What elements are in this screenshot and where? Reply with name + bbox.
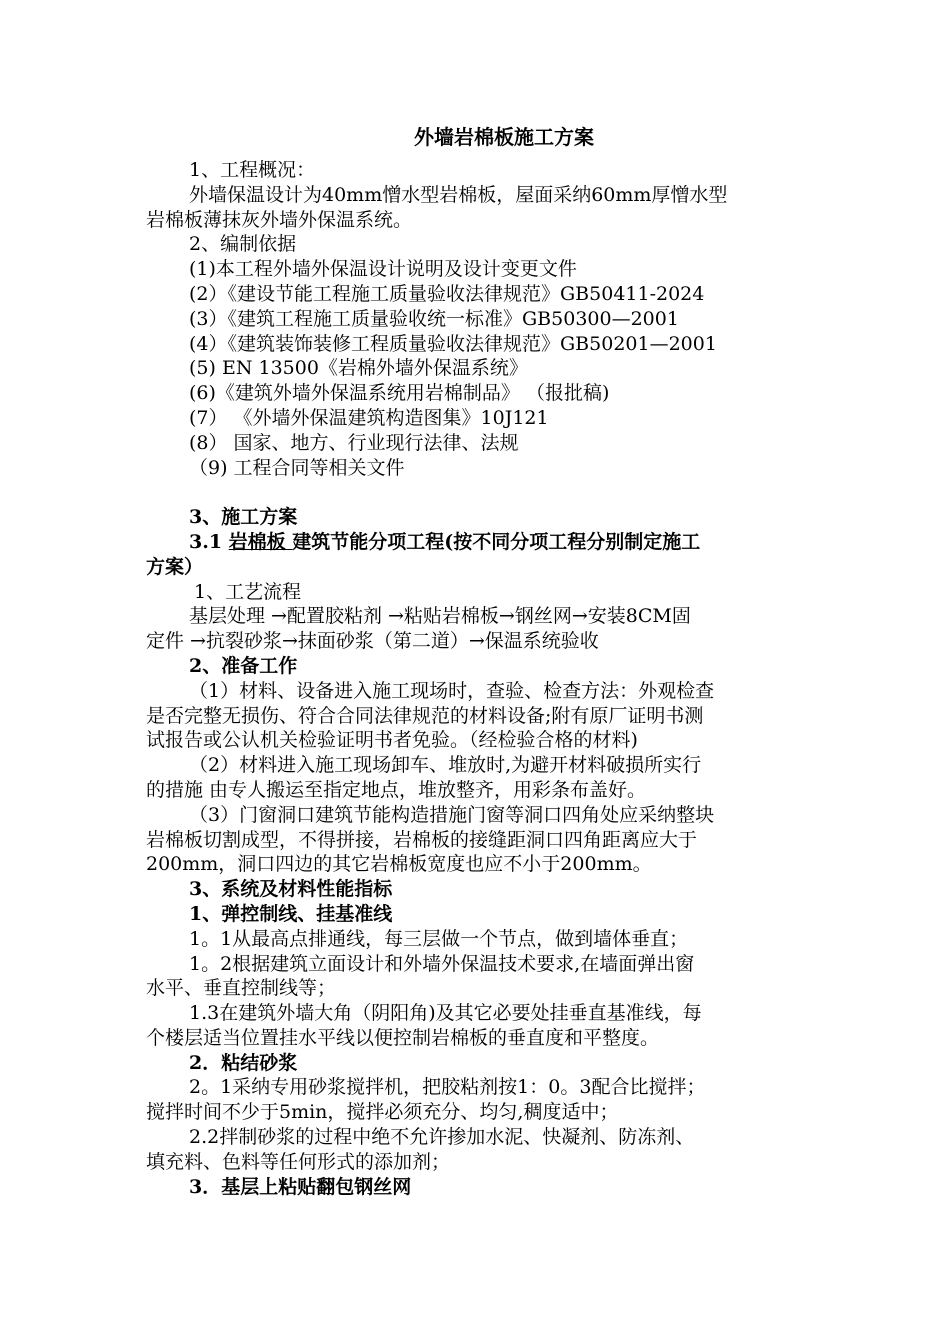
paragraph-line: 试报告或公认机关检验证明书者免验。（经检验合格的材料) <box>146 729 638 752</box>
subsection-underlined-term: 岩棉板 <box>228 530 293 553</box>
reference-item: (7） 《外墙外保温建筑构造图集》10J121 <box>189 406 549 429</box>
paragraph-line: 搅拌时间不少于5min，搅拌必须充分、均匀,稠度适中； <box>146 1101 619 1124</box>
system-heading: 3、系统及材料性能指标 <box>189 878 393 901</box>
reference-item: (8） 国家、地方、行业现行法律、法规 <box>189 431 519 454</box>
paragraph-line: （2）材料进入施工现场卸车、堆放时,为避开材料破损所实行 <box>189 754 702 777</box>
reference-item: (3）《建筑工程施工质量验收统一标准》GB50300—2001 <box>189 307 679 330</box>
reference-item: (1)本工程外墙外保温设计说明及设计变更文件 <box>189 258 577 281</box>
reference-item: (5) EN 13500《岩棉外墙外保温系统》 <box>189 357 528 380</box>
paragraph-line: 200mm，洞口四边的其它岩棉板宽度也应不小于200mm。 <box>146 853 652 876</box>
paragraph-line: 2。1采纳专用砂浆搅拌机，把胶粘剂按1：0。3配合比搅拌； <box>189 1076 706 1099</box>
reference-item: (2）《建设节能工程施工质量验收法律规范》GB50411-2024 <box>189 282 705 305</box>
subsection-heading-cont: 方案） <box>146 555 204 578</box>
paragraph-line: 的措施 由专人搬运至指定地点，堆放整齐，用彩条布盖好。 <box>146 778 647 801</box>
paragraph-line: 1。2根据建筑立面设计和外墙外保温技术要求,在墙面弹出窗 <box>189 952 695 975</box>
paragraph-line: 个楼层适当位置挂水平线以便控制岩棉板的垂直度和平整度。 <box>146 1026 660 1049</box>
paragraph-line: 1。1从最高点排通线，每三层做一个节点，做到墙体垂直； <box>189 927 689 950</box>
paragraph-line: 定件 →抗裂砂浆→抹面砂浆（第二道）→保温系统验收 <box>146 630 599 653</box>
mortar-heading: 2．粘结砂浆 <box>189 1051 298 1074</box>
paragraph-line: 是否完整无损伤、符合合同法律规范的材料设备;附有原厂证明书测 <box>146 704 704 727</box>
section1-heading: 1、工程概况： <box>189 159 316 181</box>
mesh-heading: 3．基层上粘贴翻包钢丝网 <box>189 1175 412 1198</box>
document-title: 外墙岩棉板施工方案 <box>414 125 594 149</box>
subsection-title: 建筑节能分项工程(按不同分项工程分别制定施工 <box>292 530 701 553</box>
paragraph-line: 岩棉板切割成型，不得拼接，岩棉板的接缝距洞口四角距离应大于 <box>146 828 698 851</box>
subsection-heading <box>146 530 806 555</box>
flow-heading: 1、工艺流程 <box>194 580 302 603</box>
paragraph-line: 水平、垂直控制线等； <box>146 977 337 1000</box>
reference-item: (6)《建筑外墙外保温系统用岩棉制品》 （报批稿) <box>189 382 610 405</box>
section3-heading: 3、施工方案 <box>189 506 298 529</box>
paragraph-line: 岩棉板薄抹灰外墙外保温系统。 <box>146 208 413 231</box>
section2-heading: 2、编制依据 <box>189 233 297 256</box>
prep-heading: 2、准备工作 <box>189 654 298 677</box>
line-heading: 1、弹控制线、挂基准线 <box>189 902 393 925</box>
paragraph-line: 外墙保温设计为40mm憎水型岩棉板，屋面采纳60mm厚憎水型 <box>189 183 728 206</box>
paragraph-line: （3）门窗洞口建筑节能构造措施门窗等洞口四角处应采纳整块 <box>189 803 715 826</box>
paragraph-line: 2.2拌制砂浆的过程中绝不允许掺加水泥、快凝剂、防冻剂、 <box>189 1126 695 1149</box>
subsection-number: 3.1 <box>189 530 229 553</box>
reference-item: （9) 工程合同等相关文件 <box>189 456 405 479</box>
document-body <box>146 158 806 1199</box>
paragraph-line: 1.3在建筑外墙大角（阴阳角)及其它必要处挂垂直基准线，每 <box>189 1002 702 1025</box>
reference-item: (4）《建筑装饰装修工程质量验收法律规范》GB50201—2001 <box>189 332 717 355</box>
paragraph-line: 填充料、色料等任何形式的添加剂； <box>146 1150 451 1173</box>
paragraph-line: 基层处理 →配置胶粘剂 →粘贴岩棉板→钢丝网→安装8CM固 <box>189 605 691 628</box>
paragraph-line: （1）材料、设备进入施工现场时，查验、检查方法：外观检查 <box>189 679 715 702</box>
spacer <box>146 480 806 505</box>
